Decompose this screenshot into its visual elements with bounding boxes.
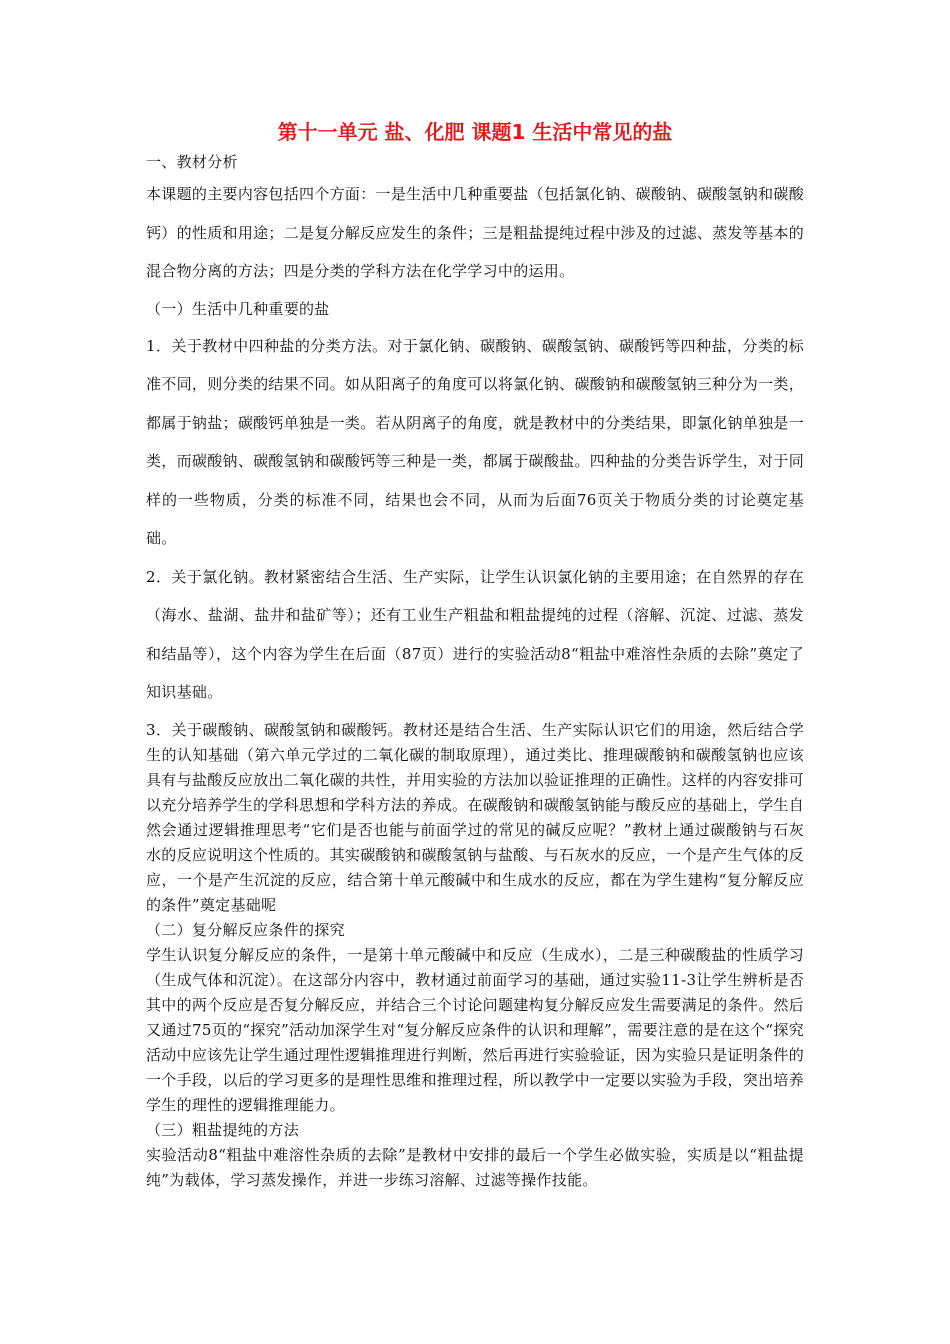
subsection-heading-important-salts: （一）生活中几种重要的盐 xyxy=(146,299,330,318)
paragraph-point-2: 2．关于氯化钠。教材紧密结合生活、生产实际，让学生认识氯化钠的主要用途；在自然界的存在（海水、盐湖、盐井和盐矿等）；还有工业生产粗盐和粗盐提纯的过程（溶解、沉淀、过滤、蒸发和结晶等），这个内容为学生在后面（87页）进行的实验活动8“粗盐中难溶性杂质的去除”奠定了知识基础。 xyxy=(146,567,804,701)
document-title: 第十一单元 盐、化肥 课题1 生活中常见的盐 xyxy=(277,120,673,144)
paragraph-salt-purification: 实验活动8“粗盐中难溶性杂质的去除”是教材中安排的最后一个学生必做实验，实质是以“粗盐提纯”为载体，学习蒸发操作，并进一步练习溶解、过滤等操作技能。 xyxy=(146,1145,804,1189)
paragraph-point-1: 1．关于教材中四种盐的分类方法。对于氯化钠、碳酸钠、碳酸氢钠、碳酸钙等四种盐，分类的标准不同，则分类的结果不同。如从阳离子的角度可以将氯化钠、碳酸钠和碳酸氢钠三种分为一类，都属于钠盐；碳酸钙单独是一类。若从阴离子的角度，就是教材中的分类结果，即氯化钠单独是一类，而碳酸钠、碳酸氢钠和碳酸钙等三种是一类，都属于碳酸盐。四种盐的分类告诉学生，对于同样的一些物质，分类的标准不同，结果也会不同，从而为后面76页关于物质分类的讨论奠定基础。 xyxy=(146,336,804,547)
paragraph-double-decomposition: 学生认识复分解反应的条件，一是第十单元酸碱中和反应（生成水），二是三种碳酸盐的性质学习（生成气体和沉淀）。在这部分内容中，教材通过前面学习的基础，通过实验11-3让学生辨析是否其中的两个反应是否复分解反应，并结合三个讨论问题建构复分解反应发生需要满足的条件。然后又通过75页的“探究”活动加深学生对“复分解反应条件的认识和理解”，需要注意的是在这个“探究活动中应该先让学生通过理性逻辑推理进行判断，然后再进行实验验证，因为实验只是证明条件的一个手段，以后的学习更多的是理性思维和推理过程，所以教学中一定要以实验为手段，突出培养学生的理性的逻辑推理能力。 xyxy=(146,945,804,1114)
paragraph-point-3: 3．关于碳酸钠、碳酸氢钠和碳酸钙。教材还是结合生活、生产实际认识它们的用途，然后结合学生的认知基础（第六单元学过的二氧化碳的制取原理），通过类比、推理碳酸钠和碳酸氢钠也应该具有与盐酸反应放出二氧化碳的共性，并用实验的方法加以验证推理的正确性。这样的内容安排可以充分培养学生的学科思想和学科方法的养成。在碳酸钠和碳酸氢钠能与酸反应的基础上，学生自然会通过逻辑推理思考“它们是否也能与前面学过的常见的碱反应呢？”教材上通过碳酸钠与石灰水的反应说明这个性质的。其实碳酸钠和碳酸氢钠与盐酸、与石灰水的反应，一个是产生气体的反应，一个是产生沉淀的反应，结合第十单元酸碱中和生成水的反应，都在为学生建构“复分解反应的条件”奠定基础呢 xyxy=(146,720,804,914)
subsection-heading-salt-purification: （三）粗盐提纯的方法 xyxy=(146,1120,300,1139)
subsection-heading-double-decomposition: （二）复分解反应条件的探究 xyxy=(146,920,345,939)
intro-paragraph: 本课题的主要内容包括四个方面：一是生活中几种重要盐（包括氯化钠、碳酸钠、碳酸氢钠和碳酸钙）的性质和用途；二是复分解反应发生的条件；三是粗盐提纯过程中涉及的过滤、蒸发等基本的混合物分离的方法；四是分类的学科方法在化学学习中的运用。 xyxy=(146,185,804,280)
section-heading-textbook-analysis: 一、教材分析 xyxy=(146,153,238,171)
